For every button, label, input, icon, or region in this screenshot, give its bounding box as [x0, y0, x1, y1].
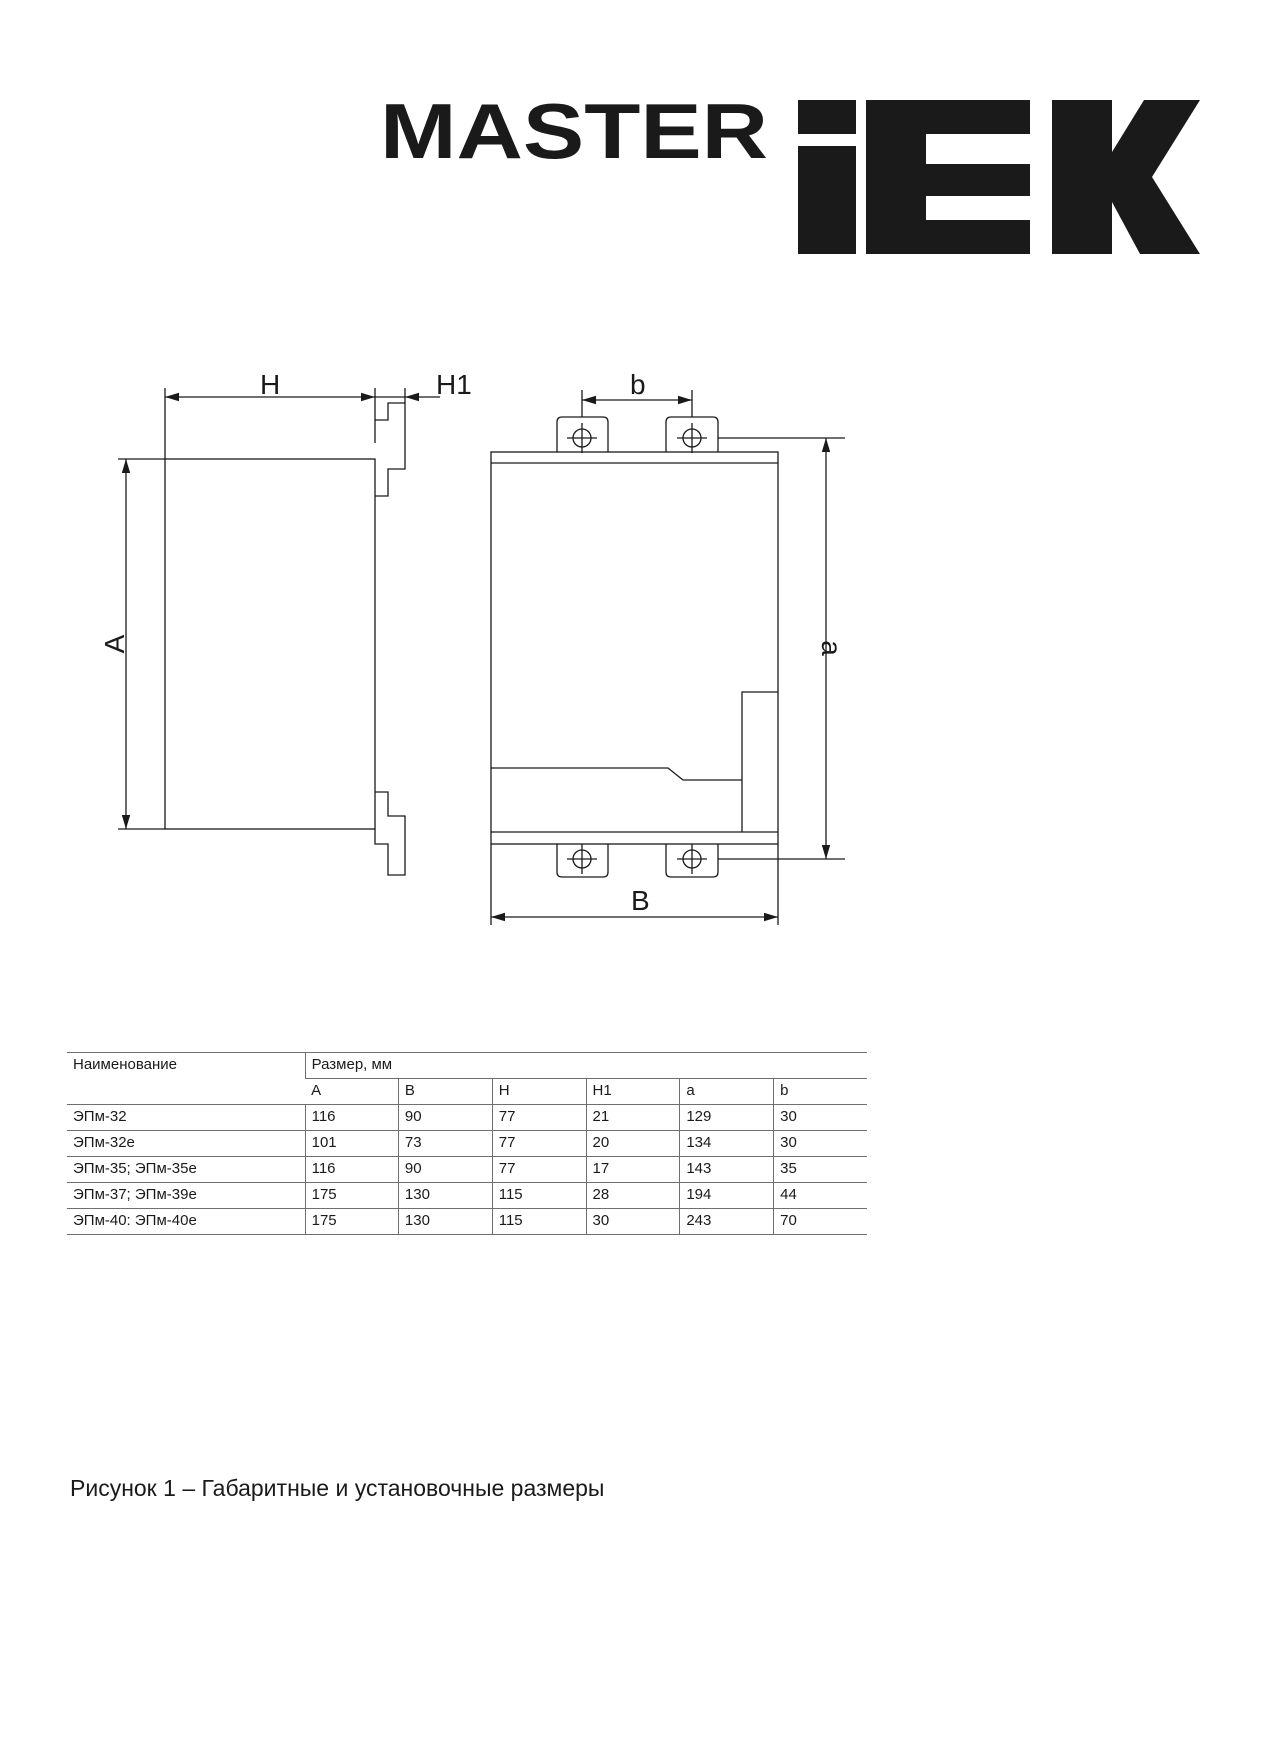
- table-cell: 130: [398, 1183, 492, 1209]
- table-cell: 90: [398, 1105, 492, 1131]
- front-view: [491, 390, 845, 925]
- table-cell: 30: [774, 1105, 867, 1131]
- table-row: [67, 1183, 867, 1209]
- dimension-drawing: [0, 360, 1280, 940]
- table-cell: 28: [586, 1183, 680, 1209]
- table-cell: 130: [398, 1209, 492, 1235]
- table-cell: 115: [492, 1183, 586, 1209]
- table-cell: 17: [586, 1157, 680, 1183]
- row-name: ЭПм-35; ЭПм-35е: [67, 1157, 305, 1183]
- dim-label-B: B: [631, 885, 650, 916]
- table-cell: 116: [305, 1157, 398, 1183]
- table-cell: 175: [305, 1209, 398, 1235]
- table-cell: 30: [774, 1131, 867, 1157]
- dimensions-table: [67, 1052, 867, 1235]
- table-cell: 129: [680, 1105, 774, 1131]
- table-cell: 70: [774, 1209, 867, 1235]
- table-cell: 115: [492, 1209, 586, 1235]
- table-cell: 243: [680, 1209, 774, 1235]
- dim-label-H1: H1: [436, 369, 472, 400]
- row-name: ЭПм-37; ЭПм-39е: [67, 1183, 305, 1209]
- logo-wordmark: MASTER: [380, 92, 768, 175]
- dim-label-b: b: [630, 369, 646, 400]
- table-cell: 175: [305, 1183, 398, 1209]
- master-iek-logo: [380, 92, 1200, 262]
- side-view: [118, 388, 440, 875]
- table-header-row: [67, 1053, 867, 1079]
- table-cell: 21: [586, 1105, 680, 1131]
- row-name: ЭПм-32е: [67, 1131, 305, 1157]
- row-name: ЭПм-40: ЭПм-40е: [67, 1209, 305, 1235]
- column-header: a: [680, 1079, 774, 1105]
- table-row: [67, 1209, 867, 1235]
- table-cell: 77: [492, 1157, 586, 1183]
- table-cell: 194: [680, 1183, 774, 1209]
- column-header: b: [774, 1079, 867, 1105]
- dim-label-a: a: [816, 640, 847, 656]
- table-cell: 77: [492, 1131, 586, 1157]
- table-header-name: Наименование: [67, 1053, 305, 1105]
- table-row: [67, 1131, 867, 1157]
- dim-label-H: H: [260, 369, 281, 400]
- table-row: [67, 1105, 867, 1131]
- table-cell: 134: [680, 1131, 774, 1157]
- column-header: A: [305, 1079, 398, 1105]
- column-header: B: [398, 1079, 492, 1105]
- column-header: H1: [586, 1079, 680, 1105]
- table-cell: 44: [774, 1183, 867, 1209]
- table-cell: 35: [774, 1157, 867, 1183]
- table-cell: 90: [398, 1157, 492, 1183]
- logo-brand-mark: [798, 100, 1200, 254]
- table-cell: 20: [586, 1131, 680, 1157]
- row-name: ЭПм-32: [67, 1105, 305, 1131]
- column-header: H: [492, 1079, 586, 1105]
- table-cell: 77: [492, 1105, 586, 1131]
- table-cell: 73: [398, 1131, 492, 1157]
- table-row: [67, 1157, 867, 1183]
- table-cell: 143: [680, 1157, 774, 1183]
- figure-caption: Рисунок 1 – Габаритные и установочные размеры: [70, 1475, 605, 1501]
- table-cell: 101: [305, 1131, 398, 1157]
- table-cell: 30: [586, 1209, 680, 1235]
- table-cell: 116: [305, 1105, 398, 1131]
- table-header-size: Размер, мм: [305, 1053, 867, 1079]
- dim-label-A: A: [99, 634, 130, 654]
